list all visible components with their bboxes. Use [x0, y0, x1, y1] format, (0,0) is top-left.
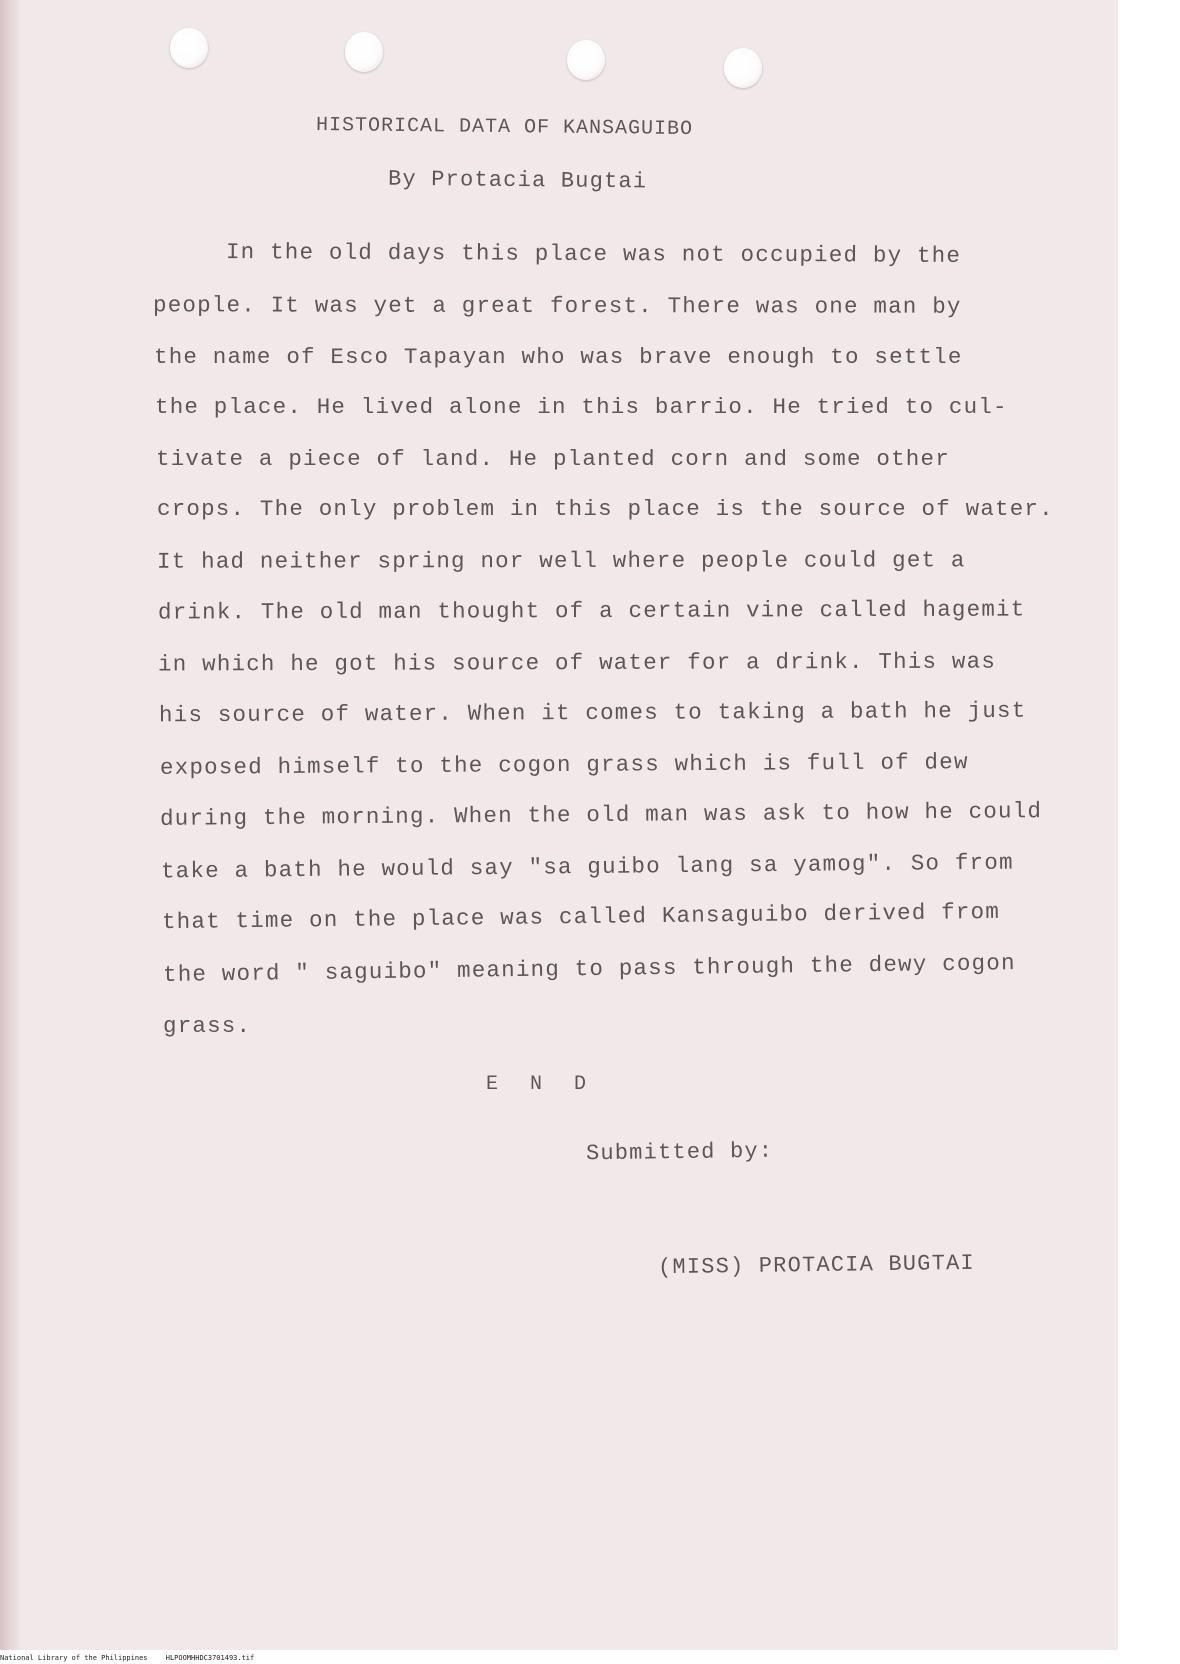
body-line: grass.	[163, 1013, 252, 1039]
body-line: tivate a piece of land. He planted corn and some other	[156, 446, 950, 472]
body-line: It had neither spring nor well where people could get a	[156, 547, 966, 575]
punch-hole	[170, 28, 208, 68]
body-line: exposed himself to the cogon grass which is full of dew	[159, 749, 969, 781]
footer-source: National Library of the Philippines	[0, 1654, 148, 1662]
body-line: crops. The only problem in this place is the source of water.	[157, 496, 1054, 522]
body-line: take a bath he would say "sa guibo lang sa yamog". So from	[160, 849, 1014, 885]
body-line: during the morning. When the old man was ask to how he could	[159, 798, 1043, 832]
body-line: drink. The old man thought of a certain vine called hagemit	[157, 596, 1026, 626]
submitted-by-label: Submitted by:	[585, 1138, 774, 1167]
body-line: In the old days this place was not occupied by the	[225, 239, 962, 269]
body-line: that time on the place was called Kansaguibo derived from	[161, 898, 1001, 936]
punch-hole	[724, 48, 762, 88]
punch-hole	[567, 40, 605, 80]
body-line: people. It was yet a great forest. There was one man by	[152, 292, 962, 320]
page-title: HISTORICAL DATA OF KANSAGUIBO	[315, 114, 694, 141]
punch-hole	[345, 32, 383, 72]
body-line: his source of water. When it comes to taking a bath he just	[158, 697, 1027, 729]
footer-file-id: HLPOOMHHDC3701493.tif	[165, 1654, 255, 1662]
signatory-name: (MISS) PROTACIA BUGTAI	[657, 1250, 976, 1281]
scan-footer	[0, 1654, 268, 1662]
body-line: the word " saguibo" meaning to pass through the dewy cogon	[162, 950, 1016, 988]
byline: By Protacia Bugtai	[387, 166, 648, 195]
body-line: in which he got his source of water for a drink. This was	[157, 648, 997, 678]
body-line: the place. He lived alone in this barrio. He tried to cul-	[155, 394, 1008, 420]
body-line: the name of Esco Tapayan who was brave enough to settle	[154, 344, 963, 370]
end-mark: E N D	[486, 1073, 597, 1096]
page-edge-shadow	[0, 0, 22, 1650]
